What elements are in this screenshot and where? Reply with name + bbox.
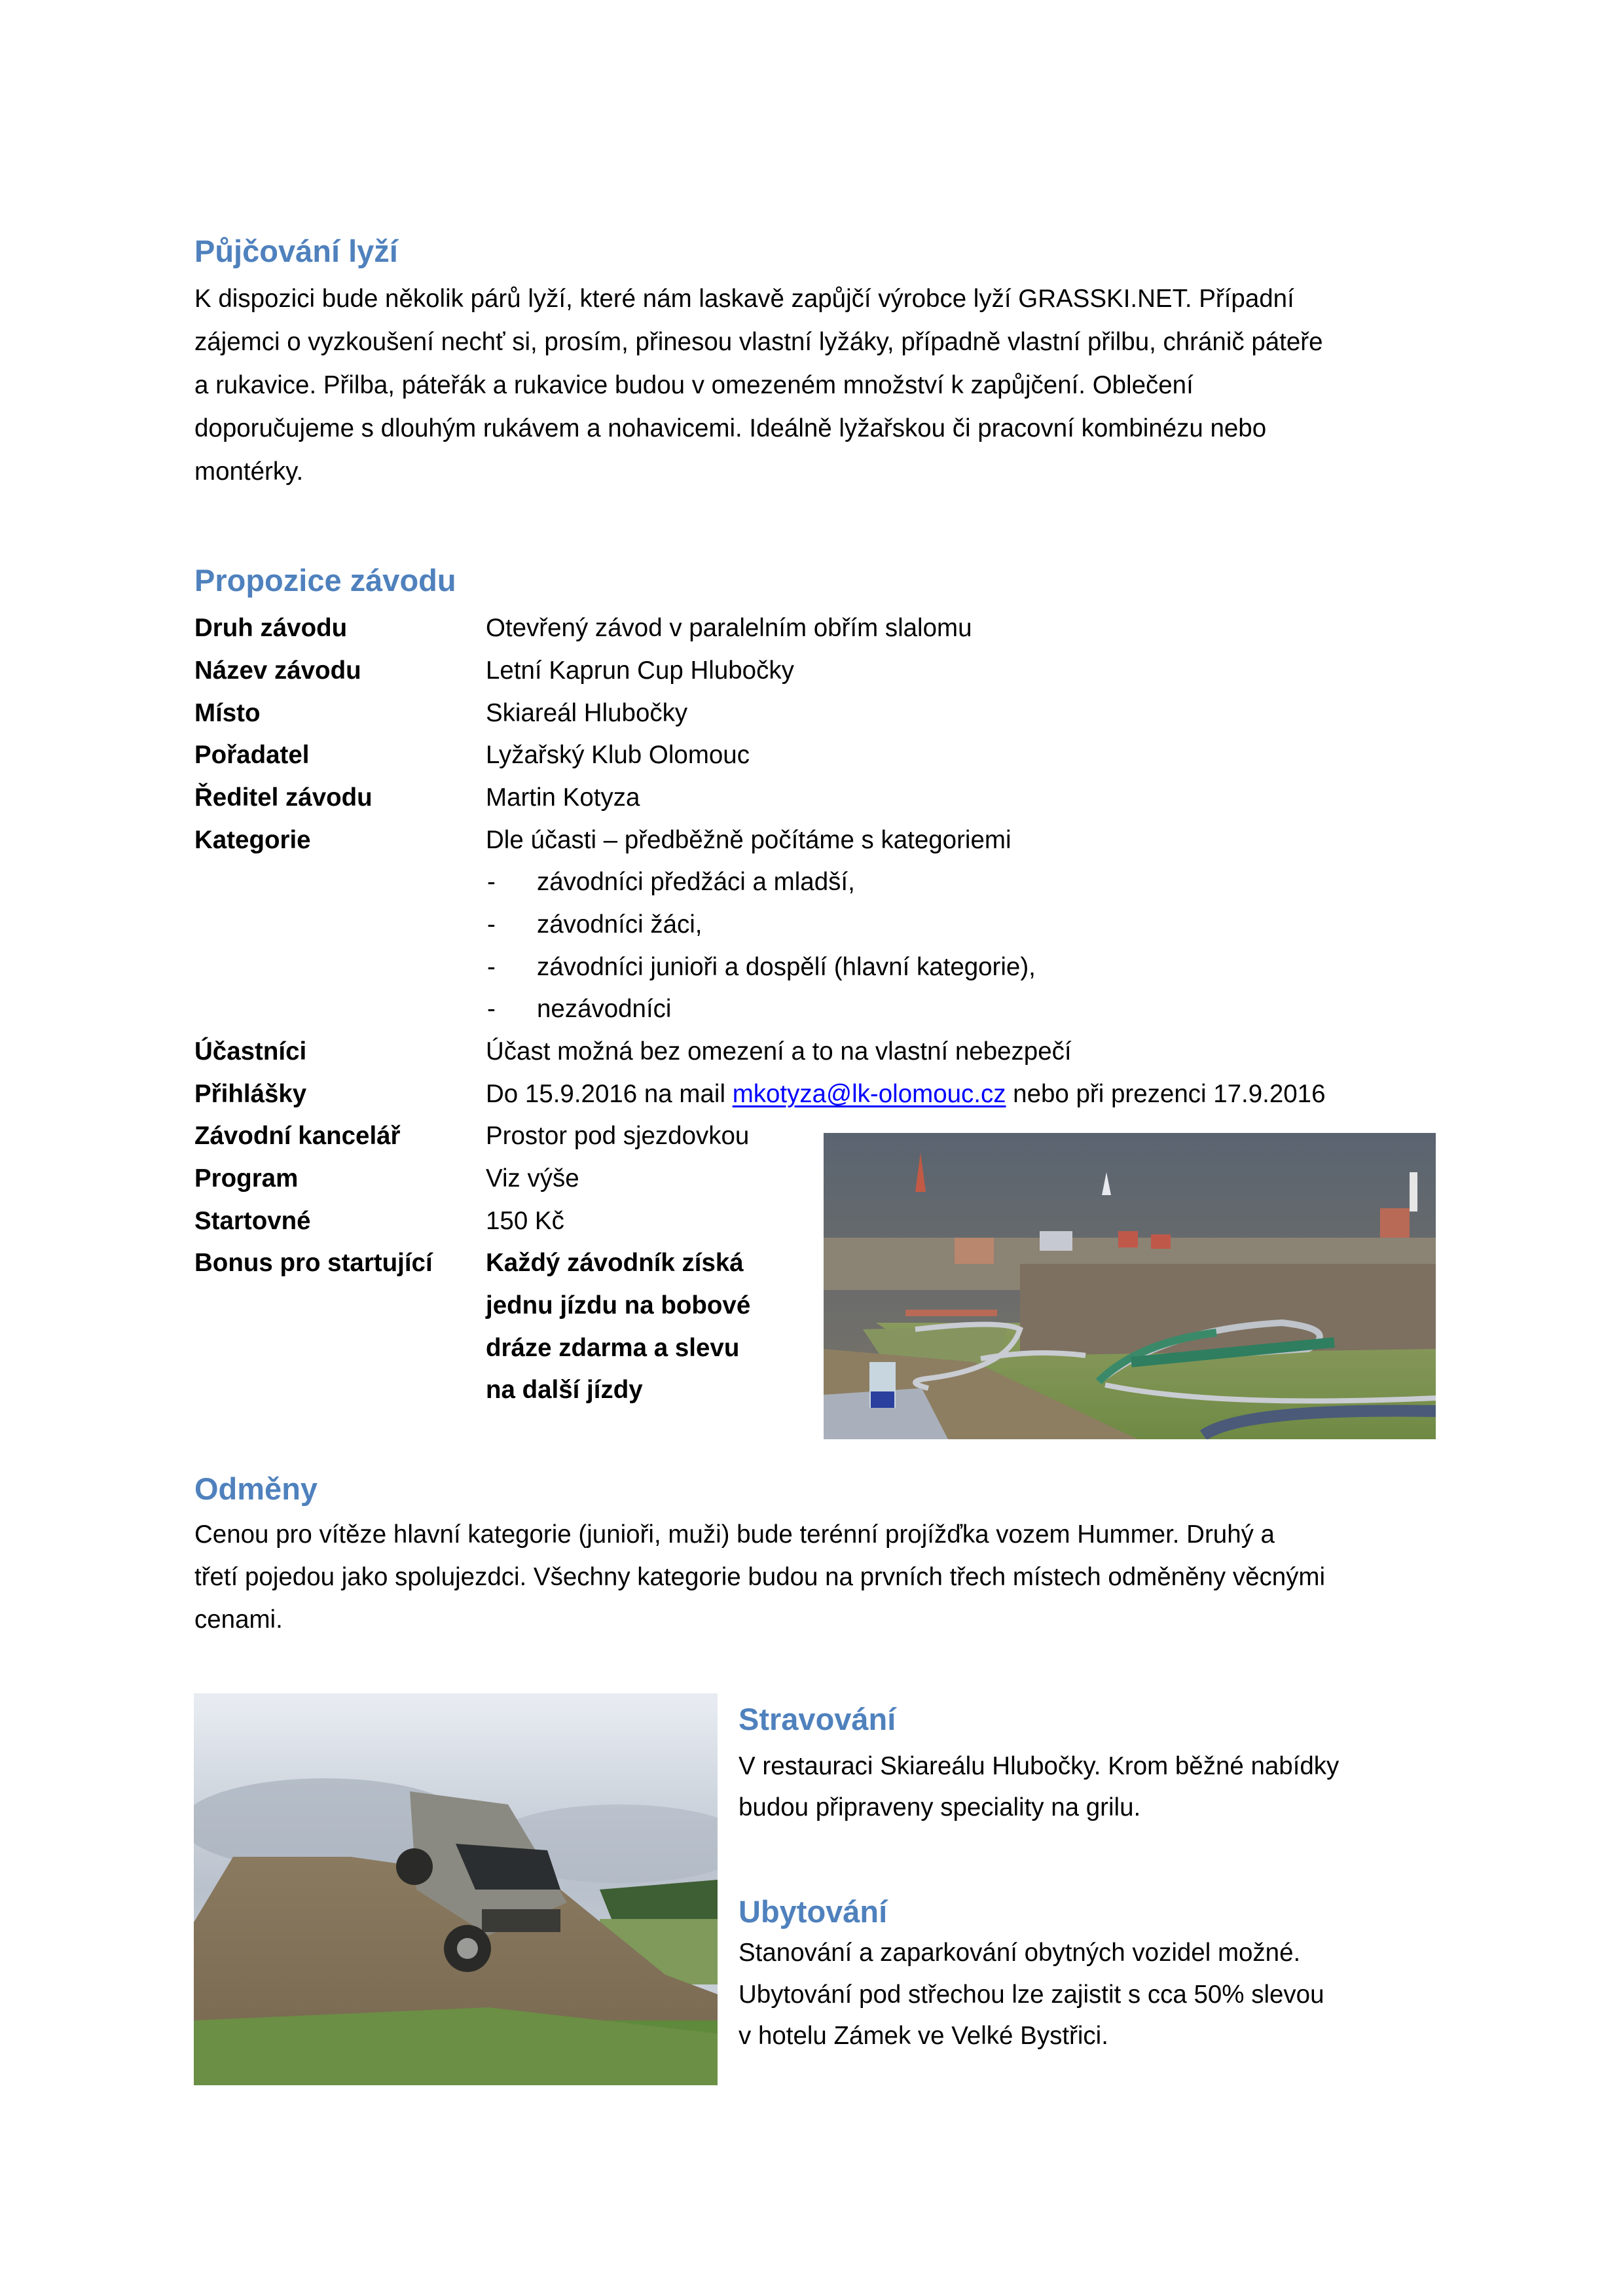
- row-label-participants: Účastníci: [194, 1037, 307, 1066]
- bobsled-track-image: [824, 1133, 1436, 1439]
- bonus-line: dráze zdarma a slevu: [486, 1334, 740, 1362]
- paragraph-line: třetí pojedou jako spolujezdci. Všechny kategorie budou na prvních třech místech odměněny věcnými: [194, 1563, 1326, 1591]
- row-label-categories: Kategorie: [194, 826, 311, 854]
- section-heading-awards: Odměny: [194, 1471, 318, 1506]
- row-label-race-name: Název závodu: [194, 656, 361, 685]
- paragraph-line: Stanování a zaparkování obytných vozidel možné.: [739, 1939, 1301, 1967]
- hummer-image: [194, 1693, 718, 2085]
- row-label-race-director: Ředitel závodu: [194, 783, 373, 812]
- paragraph-line: cenami.: [194, 1605, 283, 1634]
- hummer-offroad-photo: [194, 1693, 718, 2085]
- category-item: nezávodníci: [537, 995, 672, 1023]
- paragraph-line: a rukavice. Přilba, páteřák a rukavice budou v omezeném množství k zapůjčení. Oblečení: [194, 371, 1194, 399]
- bullet-dash: -: [487, 953, 496, 981]
- row-value-registration: [486, 1073, 1326, 1115]
- registration-suffix: nebo při prezenci 17.9.2016: [1006, 1080, 1326, 1108]
- row-label-entry-fee: Startovné: [194, 1207, 311, 1235]
- category-item: závodníci žáci,: [537, 910, 702, 939]
- row-value-entry-fee: 150 Kč: [486, 1207, 564, 1235]
- paragraph-line: doporučujeme s dlouhým rukávem a nohavicemi. Ideálně lyžařskou či pracovní kombinézu nebo: [194, 414, 1267, 442]
- row-label-race-office: Závodní kancelář: [194, 1122, 401, 1150]
- section-heading-ski-rental: Půjčování lyží: [194, 234, 398, 268]
- bullet-dash: -: [487, 910, 496, 939]
- paragraph-line: budou připraveny speciality na grilu.: [739, 1793, 1141, 1821]
- section-heading-catering: Stravování: [739, 1702, 896, 1736]
- paragraph-line: K dispozici bude několik párů lyží, které nám laskavě zapůjčí výrobce lyží GRASSKI.NET. Případní: [194, 285, 1294, 313]
- bobsled-track-photo: [824, 1133, 1436, 1439]
- row-value-organizer: Lyžařský Klub Olomouc: [486, 741, 750, 769]
- row-label-race-type: Druh závodu: [194, 614, 348, 642]
- row-label-registration: Přihlášky: [194, 1080, 307, 1108]
- bonus-line: jednu jízdu na bobové: [486, 1291, 751, 1319]
- row-value-race-name: Letní Kaprun Cup Hlubočky: [486, 656, 794, 685]
- paragraph-line: v hotelu Zámek ve Velké Bystřici.: [739, 2022, 1108, 2050]
- category-item: závodníci předžáci a mladší,: [537, 868, 855, 896]
- bonus-line: na další jízdy: [486, 1376, 643, 1404]
- row-label-place: Místo: [194, 699, 261, 727]
- paragraph-line: zájemci o vyzkoušení nechť si, prosím, přinesou vlastní lyžáky, případně vlastní přilbu, chránič páteře: [194, 328, 1323, 356]
- paragraph-line: montérky.: [194, 457, 304, 486]
- row-label-organizer: Pořadatel: [194, 741, 310, 769]
- category-item: závodníci junioři a dospělí (hlavní kategorie),: [537, 953, 1036, 981]
- paragraph-line: Cenou pro vítěze hlavní kategorie (junioři, muži) bude terénní projížďka vozem Hummer. Druhý a: [194, 1520, 1275, 1549]
- row-value-categories: Dle účasti – předběžně počítáme s kategoriemi: [486, 826, 1012, 854]
- paragraph-line: V restauraci Skiareálu Hlubočky. Krom běžné nabídky: [739, 1752, 1340, 1780]
- email-link[interactable]: mkotyza@lk-olomouc.cz: [732, 1080, 1006, 1108]
- row-value-participants: Účast možná bez omezení a to na vlastní nebezpečí: [486, 1037, 1072, 1066]
- paragraph-line: Ubytování pod střechou lze zajistit s cca 50% slevou: [739, 1981, 1324, 2009]
- section-heading-race-terms: Propozice závodu: [194, 563, 456, 598]
- row-label-program: Program: [194, 1164, 299, 1193]
- row-value-place: Skiareál Hlubočky: [486, 699, 688, 727]
- row-label-bonus: Bonus pro startující: [194, 1249, 433, 1277]
- section-heading-accommodation: Ubytování: [739, 1894, 888, 1929]
- bullet-dash: -: [487, 995, 496, 1023]
- bonus-line: Každý závodník získá: [486, 1249, 744, 1277]
- row-value-race-type: Otevřený závod v paralelním obřím slalomu: [486, 614, 972, 642]
- row-value-program: Viz výše: [486, 1164, 579, 1193]
- registration-prefix: Do 15.9.2016 na mail: [486, 1080, 733, 1108]
- row-value-race-office: Prostor pod sjezdovkou: [486, 1122, 750, 1150]
- bullet-dash: -: [487, 868, 496, 896]
- row-value-race-director: Martin Kotyza: [486, 783, 640, 812]
